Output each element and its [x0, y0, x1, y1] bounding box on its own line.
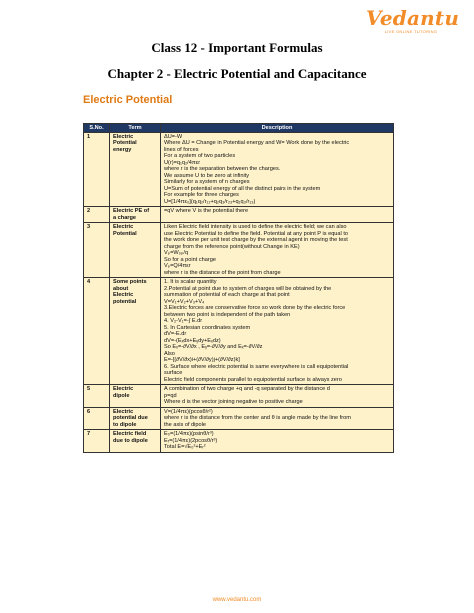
description-line: where r is the separation between the charges.: [164, 166, 281, 172]
description-line: For a system of two particles: [164, 153, 236, 159]
term-line: about: [113, 285, 129, 292]
description-line: Similarly for a system of n charges: [164, 179, 250, 185]
row-number: 4: [84, 278, 110, 385]
term-line: Electric PE of: [113, 208, 150, 214]
row-description: [161, 430, 394, 453]
description-line: We assume U to be zero at infinity: [164, 172, 250, 179]
description-line: Total E=√E₀²+Eᵣ²: [164, 444, 206, 450]
row-number: 6: [84, 407, 110, 430]
description-line: Where d is the vector joining negative to positive charge: [164, 399, 303, 405]
row-description: [161, 385, 394, 408]
description-line: where r is the distance of the point from charge: [164, 269, 281, 276]
header-term: Term: [110, 124, 161, 133]
description-line: For example for three charges: [164, 192, 239, 198]
description-line: Electric field components parallel to equipotential surface is always zero: [164, 376, 342, 383]
term-line: Electric field: [113, 431, 147, 437]
description-line: Vₚ=W₀ₚ/q: [164, 250, 189, 256]
description-line: U=Sum of potential energy of all the distinct pairs in the system: [164, 185, 321, 192]
description-line: U(r)=q₁q₂/4πεr: [164, 159, 201, 166]
description-line: V=(1/4πε)(pcosθ/r²): [164, 408, 213, 415]
description-line: use Electric Potential to define the field. Potential at any point P is equal to: [164, 230, 348, 237]
chapter-title: Chapter 2 - Electric Potential and Capacitance: [107, 66, 367, 81]
description-line: Vₚ=Q/4πεr: [164, 263, 191, 269]
description-line: 4. V₂-V₁=-∫ E.dr: [164, 318, 203, 324]
description-line: So Eₓ=-∂V/∂x , Eᵧ=-∂V/∂y and Eₓ=-∂V/∂z: [164, 344, 263, 350]
description-line: 3.Electric forces are conservative force so work done by the electric force: [164, 305, 346, 311]
description-line: charge from the reference point(without Change in KE): [164, 243, 300, 250]
description-line: 6. Surface where electric potential is same everywhere is call equipotential: [164, 363, 349, 370]
description-line: lines of forces: [164, 146, 199, 153]
description-line: where r is the distance from the center and θ is angle made by the line from: [164, 415, 351, 421]
row-term: [110, 385, 161, 408]
row-description: [161, 223, 394, 278]
term-line: a charge: [113, 214, 137, 221]
description-line: 1. It is scalar quantity: [164, 279, 217, 285]
term-line: energy: [113, 146, 132, 153]
description-line: =qV where V is the potential there: [164, 208, 249, 214]
row-number: 7: [84, 430, 110, 453]
term-line: due to dipole: [113, 437, 148, 444]
row-number: 3: [84, 223, 110, 278]
term-line: potential due: [113, 415, 148, 421]
description-line: E₀=(1/4πε)(psinθ/r³): [164, 431, 214, 437]
description-line: 2.Potential at point due to system of charges will be obtained by the: [164, 285, 332, 292]
row-description: [161, 278, 394, 385]
description-line: dV=-(Eₓdx+Eᵧdy+Eₓdz): [164, 337, 221, 344]
term-line: dipole: [113, 392, 130, 399]
formulas-table: [83, 123, 394, 453]
table-row: [84, 223, 394, 278]
description-line: Also: [164, 350, 175, 357]
term-line: Electric: [113, 386, 134, 392]
vedantu-logo[interactable]: [366, 6, 460, 34]
term-line: Electric: [113, 224, 134, 230]
row-term: [110, 207, 161, 223]
description-line: 5. In Cartesian coordinates system: [164, 324, 251, 331]
description-line: the axis of dipole: [164, 421, 206, 428]
description-line: U=[1/4πε₀](q₁q₂/r₁₂+q₂q₃/r₂₃+q₁q₃/r₁₃): [164, 198, 256, 205]
term-line: Electric: [113, 292, 134, 298]
logo-wordmark: Vedantu: [366, 6, 460, 30]
row-description: [161, 207, 394, 223]
description-line: Eᵣ=(1/4πε)(2pcosθ/r³): [164, 437, 218, 444]
description-line: surface: [164, 370, 183, 376]
table-row: [84, 278, 394, 385]
row-description: [161, 132, 394, 207]
term-line: Electric: [113, 133, 134, 140]
row-description: [161, 407, 394, 430]
description-line: summation of potential of each charge at that point: [164, 292, 290, 298]
description-line: the work done per unit test charge by the external agent in moving the test: [164, 237, 348, 243]
table-row: [84, 407, 394, 430]
term-line: Some points: [113, 279, 147, 285]
description-line: ΔU=-W: [164, 133, 183, 140]
term-line: Electric: [113, 408, 134, 415]
description-line: E=-[(∂V/∂x)i+(∂V/∂y)j+(∂V/∂z)k]: [164, 357, 240, 363]
table-row: [84, 132, 394, 207]
term-line: to dipole: [113, 421, 137, 428]
term-line: potential: [113, 298, 137, 305]
header-sno: S.No.: [84, 124, 110, 133]
description-line: dV=-E.dr: [164, 331, 187, 337]
class-title: Class 12 - Important Formulas: [151, 40, 323, 55]
table-header-row: [84, 124, 394, 133]
row-term: [110, 407, 161, 430]
row-term: [110, 278, 161, 385]
table-row: [84, 385, 394, 408]
row-number: 1: [84, 132, 110, 207]
description-line: p=qd: [164, 392, 177, 399]
row-number: 2: [84, 207, 110, 223]
row-term: [110, 132, 161, 207]
description-line: A combination of two charge +q and -q separated by the distance d: [164, 386, 330, 392]
footer-url[interactable]: www.vedantu.com: [212, 597, 262, 603]
row-term: [110, 430, 161, 453]
term-line: Potential: [113, 230, 137, 237]
header-description: Description: [161, 124, 394, 133]
description-line: V=V₁+V₂+V₃+V₄: [164, 298, 205, 305]
term-line: Potential: [113, 140, 137, 146]
row-term: [110, 223, 161, 278]
table-row: [84, 207, 394, 223]
description-line: between two point is independent of the path taken: [164, 311, 291, 318]
table-row: [84, 430, 394, 453]
description-line: So for a point charge: [164, 256, 216, 263]
section-heading: Electric Potential: [83, 94, 173, 106]
row-number: 5: [84, 385, 110, 408]
logo-tagline: LIVE ONLINE TUTORING: [384, 29, 438, 34]
description-line: Liken Electric field intensity is used to define the electric field; we can also: [164, 224, 347, 230]
description-line: Where ΔU = Change in Potential energy and W= Work done by the electric: [164, 140, 350, 146]
